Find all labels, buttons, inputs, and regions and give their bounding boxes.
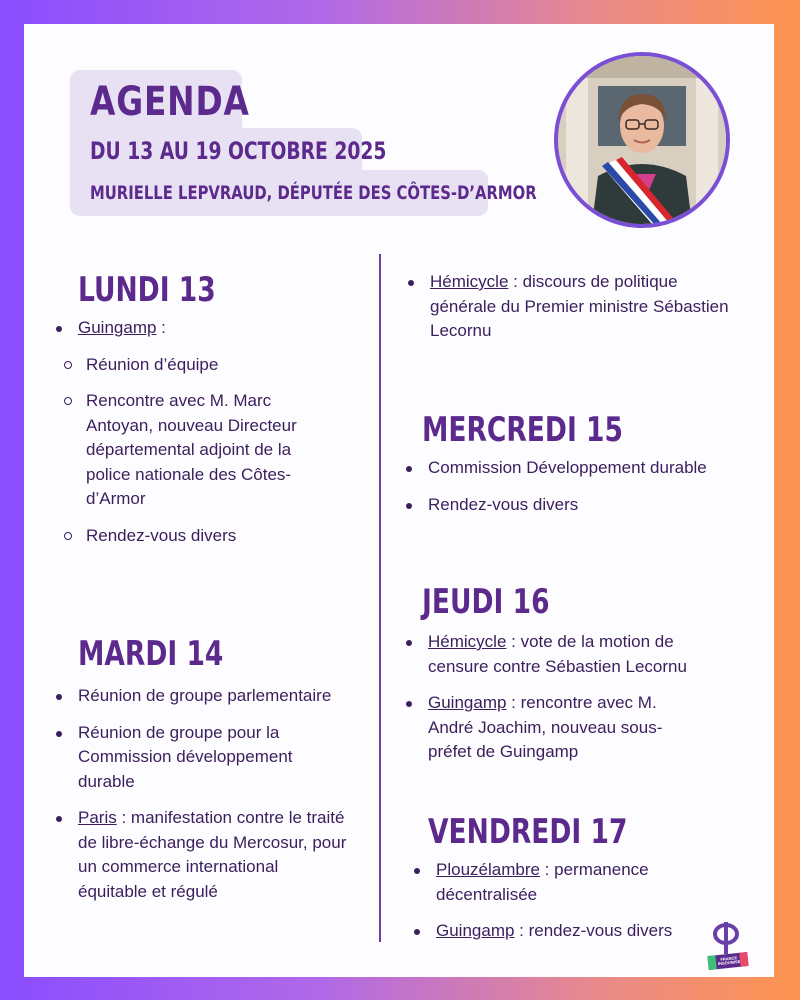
list-item: Réunion de groupe parlementaire (52, 684, 352, 709)
right-column (402, 270, 732, 940)
date-range: DU 13 AU 19 OCTOBRE 2025 (90, 137, 387, 165)
event-list (410, 858, 732, 944)
event-text: : vote de la motion de censure contre Sébastien Lecornu (428, 632, 687, 676)
agenda-card (24, 24, 774, 977)
left-column (52, 270, 352, 901)
column-divider (379, 254, 381, 942)
list-item (410, 919, 732, 944)
day-title: JEUDI 16 (422, 582, 550, 622)
list-item (402, 630, 732, 679)
sub-item: Rendez-vous divers (52, 524, 352, 549)
event-text: : rendez-vous divers (514, 921, 673, 940)
event-text: : manifestation contre le traité de libre-échange du Mercosur, pour un commerce international équitable et régulé (78, 808, 347, 901)
list-item (52, 806, 352, 904)
place-link[interactable]: Paris (78, 808, 117, 827)
portrait-illustration-icon (558, 56, 726, 224)
event-text: : rencontre avec M. André Joachim, nouveau sous-préfet de Guingamp (428, 693, 663, 761)
day-title: VENDREDI 17 (428, 812, 628, 852)
event-text: : (156, 318, 166, 337)
day-mardi (52, 634, 352, 916)
page-title: AGENDA (90, 79, 250, 125)
list-item (410, 858, 732, 907)
list-item: Réunion de groupe pour la Commission développement durable (52, 721, 352, 795)
list-item (402, 691, 732, 765)
deputy-photo (554, 52, 730, 228)
sub-item: Rencontre avec M. Marc Antoyan, nouveau Directeur départemental adjoint de la police nationale des Côtes-d’Armor (52, 389, 352, 512)
place-link[interactable]: Guingamp (428, 693, 507, 712)
place-link[interactable]: Guingamp (78, 318, 157, 337)
event-list (52, 684, 352, 904)
event-list (52, 316, 352, 548)
day-mercredi (402, 410, 732, 529)
place-link[interactable]: Plouzélambre (436, 860, 540, 879)
day-title: MERCREDI 15 (422, 410, 623, 450)
sub-item: Réunion d’équipe (52, 353, 352, 378)
place-link[interactable]: Guingamp (436, 921, 515, 940)
logo-text: FRANCE INSOUMISE (717, 955, 741, 967)
list-item (52, 316, 352, 341)
list-item (404, 270, 732, 344)
event-list (402, 456, 732, 517)
event-list (402, 630, 732, 765)
event-list (402, 270, 732, 344)
day-lundi (52, 270, 352, 548)
deputy-name: MURIELLE LEPVRAUD, DÉPUTÉE DES CÔTES-D’ARMOR (90, 182, 537, 204)
place-link[interactable]: Hémicycle (428, 632, 507, 651)
day-title: MARDI 14 (78, 634, 224, 674)
day-title: LUNDI 13 (78, 270, 216, 310)
event-text: : discours de politique générale du Premier ministre Sébastien Lecornu (430, 272, 729, 340)
event-text: : permanence décentralisée (436, 860, 649, 904)
list-item: Rendez-vous divers (402, 493, 732, 518)
france-insoumise-logo (706, 920, 750, 970)
list-item: Commission Développement durable (402, 456, 732, 481)
day-vendredi (402, 812, 732, 956)
day-jeudi (402, 582, 732, 777)
place-link[interactable]: Hémicycle (430, 272, 509, 291)
